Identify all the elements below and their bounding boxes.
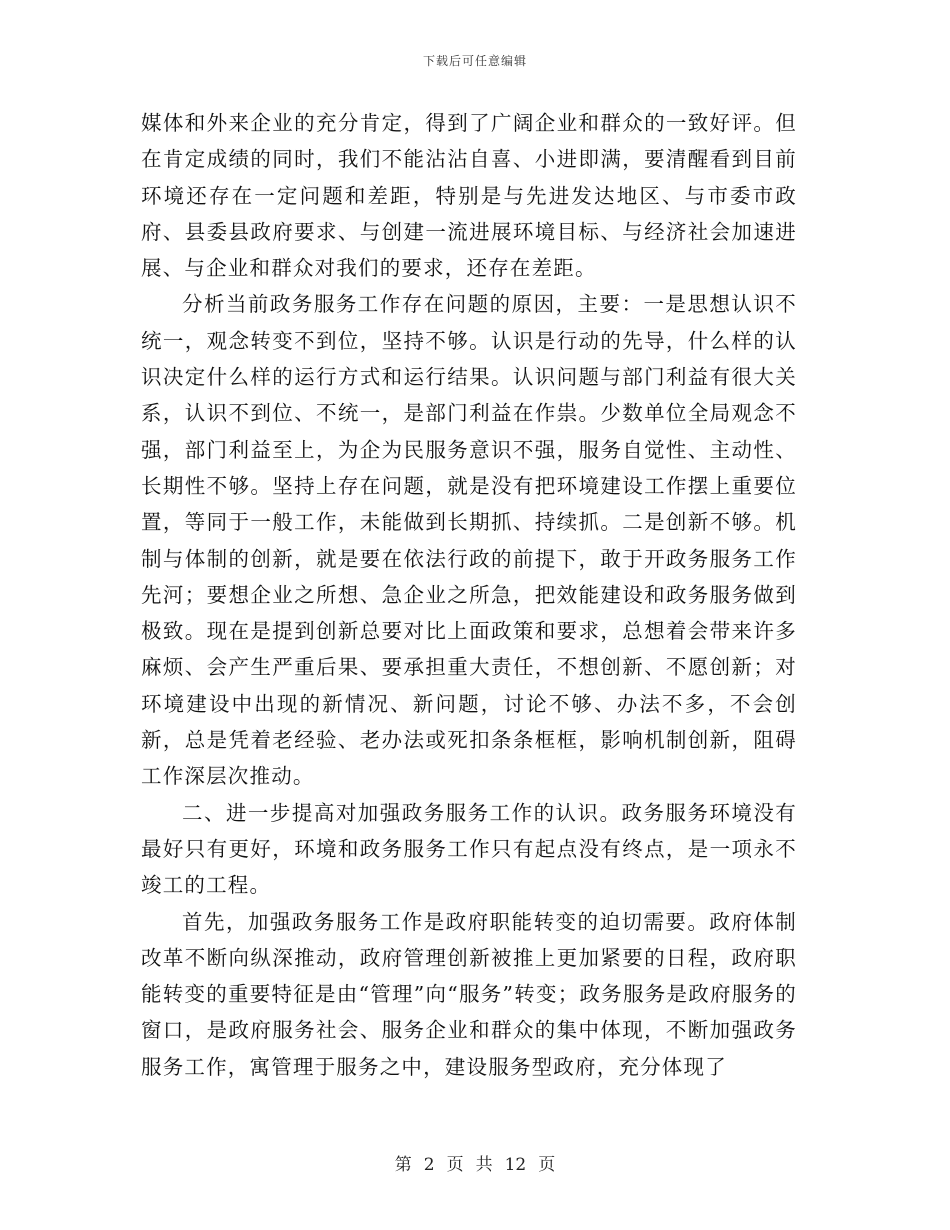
footer-total-prefix: 共 <box>475 1155 493 1175</box>
paragraph-4: 首先，加强政务服务工作是政府职能转变的迫切需要。政府体制改革不断向纵深推动，政府管理创新被推上更加紧要的日程，政府职能转变的重要特征是由“管理”向“服务”转变；政务服务是政府服务的窗口，是政府服务社会、服务企业和群众的集中体现，不断加强政务服务工作，寓管理于服务之中，建设服务型政府，充分体现了 <box>141 909 797 1079</box>
page-total: 12 <box>504 1155 527 1175</box>
page-header: 下载后可任意编辑 <box>422 54 527 68</box>
footer-mid: 页 <box>446 1155 464 1175</box>
footer-suffix: 页 <box>538 1155 556 1175</box>
page-number: 2 <box>423 1155 435 1175</box>
paragraph-1: 媒体和外来企业的充分肯定，得到了广阔企业和群众的一致好评。但在肯定成绩的同时，我们不能沾沾自喜、小进即满，要清醒看到目前环境还存在一定问题和差距，特别是与先进发达地区、与市委市政府、县委县政府要求、与创建一流进展环境目标、与经济社会加速进展、与企业和群众对我们的要求，还存在差距。 <box>141 111 797 281</box>
document-body <box>141 105 797 1085</box>
paragraph-3: 二、进一步提高对加强政务服务工作的认识。政务服务环境没有最好只有更好，环境和政务服务工作只有起点没有终点，是一项永不竣工的工程。 <box>141 800 797 898</box>
paragraph-2: 分析当前政务服务工作存在问题的原因，主要：一是思想认识不统一，观念转变不到位，坚持不够。认识是行动的先导，什么样的认识决定什么样的运行方式和运行结果。认识问题与部门利益有很大关系，认识不到位、不统一，是部门利益在作祟。少数单位全局观念不强，部门利益至上，为企为民服务意识不强，服务自觉性、主动性、长期性不够。坚持上存在问题，就是没有把环境建设工作摆上重要位置，等同于一般工作，未能做到长期抓、持续抓。二是创新不够。机制与体制的创新，就是要在依法行政的前提下，敢于开政务服务工作先河；要想企业之所想、急企业之所急，把效能建设和政务服务做到极致。现在是提到创新总要对比上面政策和要求，总想着会带来许多麻烦、会产生严重后果、要承担重大责任，不想创新、不愿创新；对环境建设中出现的新情况、新问题，讨论不够、办法不多，不会创新，总是凭着老经验、老办法或死扣条条框框，影响机制创新，阻碍工作深层次推动。 <box>141 292 797 789</box>
footer-prefix: 第 <box>394 1155 412 1175</box>
page-footer <box>0 1150 950 1175</box>
